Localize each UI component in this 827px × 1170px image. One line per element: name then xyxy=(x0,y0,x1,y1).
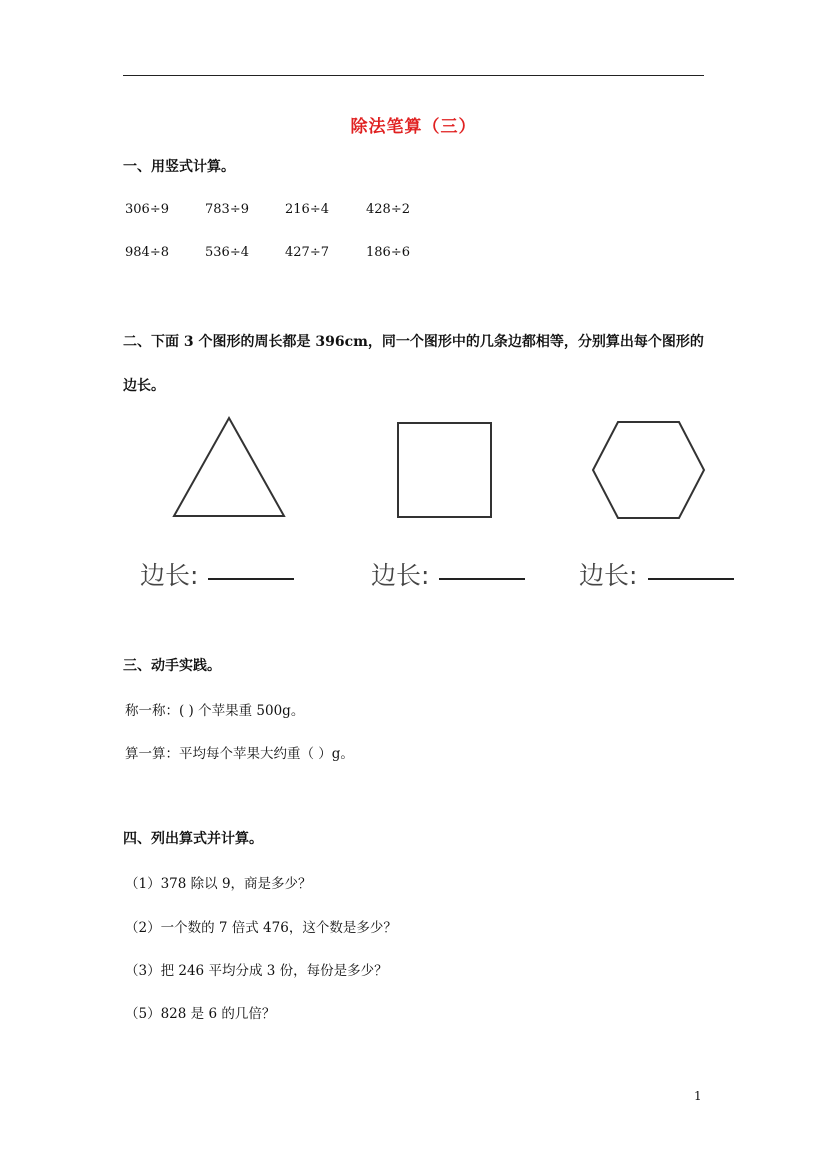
question-item: （1）378 除以 9，商是多少？ xyxy=(125,876,312,892)
calc-item: 783÷9 xyxy=(205,202,249,217)
calculate-line: 算一算：平均每个苹果大约重（ ）g。 xyxy=(125,746,354,762)
calc-item: 427÷7 xyxy=(285,245,329,260)
answer-blank xyxy=(439,578,525,580)
calc-item: 984÷8 xyxy=(125,245,169,260)
question-item: （5）828 是 6 的几倍？ xyxy=(125,1006,276,1022)
answer-blank xyxy=(648,578,734,580)
page-title: 除法笔算（三） xyxy=(350,117,477,137)
header-rule xyxy=(123,75,704,76)
triangle-shape xyxy=(170,414,290,522)
square-shape xyxy=(394,419,496,521)
calc-item: 428÷2 xyxy=(366,202,410,217)
calc-item: 306÷9 xyxy=(125,202,169,217)
calc-item: 216÷4 xyxy=(285,202,329,217)
section2-heading: 二、下面 3 个图形的周长都是 396cm，同一个图形中的几条边都相等，分别算出每个图形的 xyxy=(123,334,704,350)
side-length-label: 边长: xyxy=(140,561,199,590)
section4-heading: 四、列出算式并计算。 xyxy=(123,831,263,847)
question-item: （2）一个数的 7 倍式 476，这个数是多少？ xyxy=(125,920,397,936)
calc-item: 186÷6 xyxy=(366,245,410,260)
weigh-line: 称一称：( ) 个苹果重 500g。 xyxy=(125,703,305,719)
calc-item: 536÷4 xyxy=(205,245,249,260)
hexagon-shape xyxy=(589,418,709,522)
side-length-label: 边长: xyxy=(371,561,430,590)
answer-blank xyxy=(208,578,294,580)
section2-heading-cont: 边长。 xyxy=(123,378,165,394)
section3-heading: 三、动手实践。 xyxy=(123,658,221,674)
question-item: （3）把 246 平均分成 3 份，每份是多少？ xyxy=(125,963,388,979)
page-number: 1 xyxy=(694,1089,702,1103)
section1-heading: 一、用竖式计算。 xyxy=(123,159,235,175)
side-length-label: 边长: xyxy=(579,561,638,590)
